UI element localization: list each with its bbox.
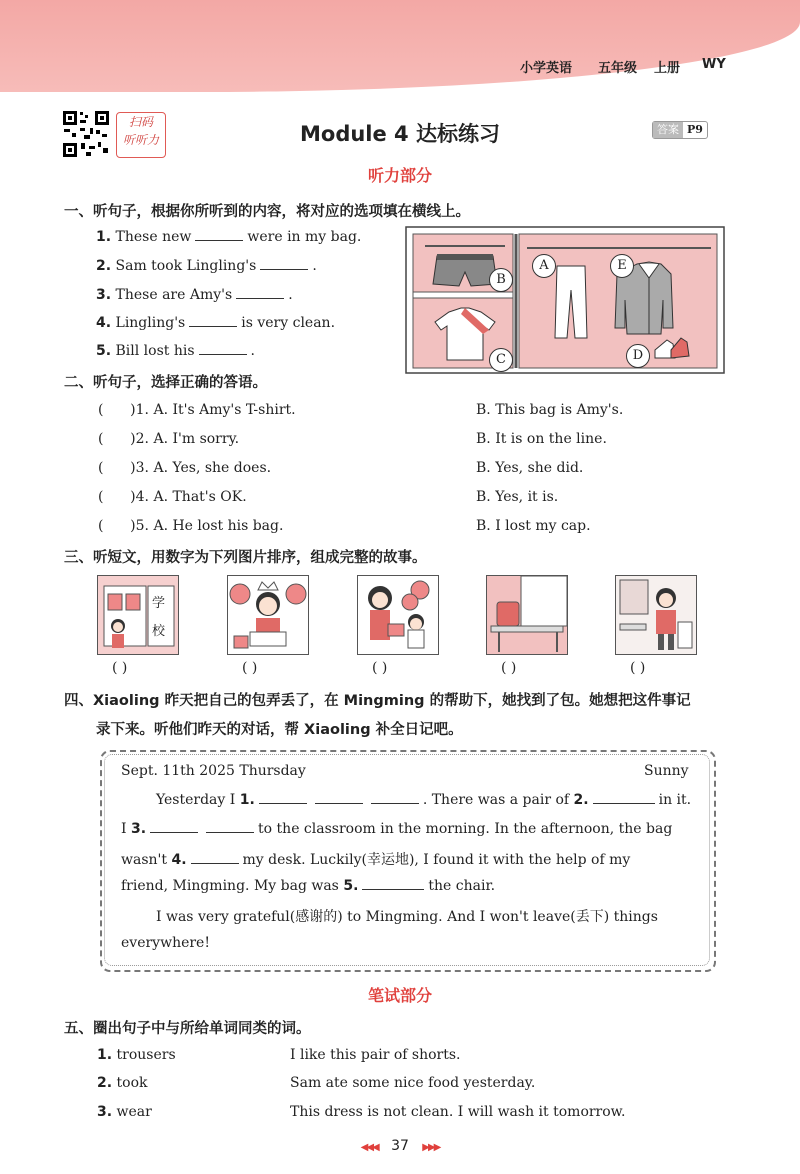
q5-num: 2. [97,1075,113,1091]
answer-paren[interactable]: ( [98,431,131,447]
q1-item-after: . [250,343,255,359]
header-grade: 五年级 [598,61,638,76]
q1-item-num: 4. [96,315,112,331]
q5-sentence[interactable]: I like this pair of shorts. [290,1047,461,1063]
answer-blank[interactable] [315,802,363,804]
q5-word: took [116,1075,148,1091]
right-arrows-icon: ▶▶▶ [422,1142,440,1153]
answer-blank[interactable] [362,888,424,890]
q1-item-num: 3. [96,287,112,303]
page-footer [0,1138,800,1154]
answer-blank[interactable] [206,831,254,833]
label-e: E [610,254,634,278]
label-d: D [626,344,650,368]
answer-tag-page: P9 [687,123,703,136]
q1-item [96,229,361,245]
q2-num: )2. [130,431,149,447]
q2-item [98,489,247,505]
q5-item [97,1047,176,1063]
diary-text: I [121,821,127,837]
answer-paren[interactable]: ( ) [372,660,388,676]
q1-item [96,343,255,359]
q1-heading: 一、听句子，根据你所听到的内容，将对应的选项填在横线上。 [64,204,470,220]
diary-text: my desk. Luckily(幸运地), I found it with the help of my [242,852,631,868]
blank-number: 1. [239,792,255,808]
diary-weather: Sunny [644,763,689,779]
answer-tag-label: 答案 [653,122,683,138]
q2-num: )3. [130,460,149,476]
left-arrows-icon: ◀◀◀ [360,1142,378,1153]
q2-item [98,460,271,476]
answer-paren[interactable]: ( ) [112,660,128,676]
story-picture-classroom [615,575,697,655]
q5-item [97,1104,152,1120]
q2-num: )5. [130,518,149,534]
story-picture-birthday [227,575,309,655]
q4-heading-line2: 录下来。听他们昨天的对话，帮 Xiaoling 补全日记吧。 [96,722,463,738]
q1-item [96,315,335,331]
q1-item-num: 2. [96,258,112,274]
q2-option-a: A. He lost his bag. [153,518,284,534]
q2-heading: 二、听句子，选择正确的答语。 [64,375,267,391]
school-sign-char: 校 [152,624,166,639]
diary-text: the chair. [428,878,496,894]
q2-option-b: B. This bag is Amy's. [476,402,624,418]
answer-blank[interactable] [593,802,655,804]
answer-blank[interactable] [191,862,239,864]
q2-option-a: A. Yes, she does. [153,460,272,476]
diary-text: Yesterday I [156,792,236,808]
diary-text: wasn't [121,852,168,868]
diary-text: friend, Mingming. My bag was [121,878,339,894]
blank-number: 5. [343,878,359,894]
answer-blank[interactable] [195,239,243,241]
answer-blank[interactable] [371,802,419,804]
answer-tag[interactable] [652,121,708,139]
q1-item [96,258,317,274]
diary-line [121,821,672,837]
q2-option-b: B. It is on the line. [476,431,607,447]
diary-text: . There was a pair of [422,792,570,808]
blank-number: 4. [171,852,187,868]
q5-num: 3. [97,1104,113,1120]
label-b: B [489,268,513,292]
blank-number: 3. [130,821,147,837]
answer-paren[interactable]: ( [98,402,131,418]
diary-line [121,849,630,869]
answer-paren[interactable]: ( ) [630,660,646,676]
q1-item-after: were in my bag. [247,229,362,245]
answer-paren[interactable]: ( ) [501,660,517,676]
answer-paren[interactable]: ( [98,489,131,505]
q1-item-before: Lingling's [115,315,186,331]
q2-option-b: B. I lost my cap. [476,518,591,534]
diary-line: I was very grateful(感谢的) to Mingming. And I won't leave(丢下) things [156,909,658,925]
answer-paren[interactable]: ( [98,460,131,476]
q2-item [98,402,296,418]
q2-option-b: B. Yes, it is. [476,489,559,505]
q2-num: )1. [130,402,149,418]
diary-line [156,792,691,808]
blank-number: 2. [573,792,589,808]
answer-blank[interactable] [150,831,198,833]
page-number: 37 [391,1138,409,1154]
q5-sentence[interactable]: Sam ate some nice food yesterday. [290,1075,536,1091]
header-subject: 小学英语 [520,61,573,76]
answer-blank[interactable] [260,268,308,270]
header-edition: WY [702,57,726,72]
section-listening-title: 听力部分 [367,166,432,185]
scan-label-line2: 听听力 [122,133,159,147]
header-banner [0,0,800,92]
story-picture-school [97,575,179,655]
q5-heading: 五、圈出句子中与所给单词同类的词。 [64,1021,311,1037]
diary-text: in it. [658,792,692,808]
q1-item-num: 5. [96,343,112,359]
header-volume: 上册 [654,61,681,76]
q2-option-a: A. It's Amy's T-shirt. [153,402,296,418]
diary-line: everywhere! [121,935,210,951]
scan-label-line1: 扫码 [128,115,153,129]
diary-date: Sept. 11th 2025 Thursday [121,763,306,779]
q1-item-after: . [312,258,317,274]
q1-item-before: These new [115,229,192,245]
q5-sentence[interactable]: This dress is not clean. I will wash it tomorrow. [290,1104,626,1120]
answer-blank[interactable] [236,297,284,299]
q2-num: )4. [130,489,149,505]
q1-item-after: is very clean. [241,315,336,331]
page-title: Module 4 达标练习 [300,122,500,146]
q1-item-before: Bill lost his [115,343,195,359]
answer-blank[interactable] [259,802,307,804]
diary-line [121,878,495,894]
q1-item-num: 1. [96,229,112,245]
q1-item-before: Sam took Lingling's [115,258,257,274]
q5-word: trousers [116,1047,176,1063]
story-picture-gift [357,575,439,655]
label-a: A [532,254,556,278]
diary-text: to the classroom in the morning. In the afternoon, the bag [258,821,673,837]
q5-word: wear [116,1104,152,1120]
wardrobe-illustration [405,226,725,374]
story-picture-bag-on-chair [486,575,568,655]
q5-num: 1. [97,1047,113,1063]
label-c: C [489,348,513,372]
q1-item-after: . [288,287,293,303]
q2-option-a: A. I'm sorry. [153,431,240,447]
section-writing-title: 笔试部分 [367,986,432,1005]
q2-option-a: A. That's OK. [153,489,247,505]
q5-item [97,1075,147,1091]
answer-paren[interactable]: ( ) [242,660,258,676]
q2-option-b: B. Yes, she did. [476,460,584,476]
q1-item-before: These are Amy's [115,287,233,303]
q3-heading: 三、听短文，用数字为下列图片排序，组成完整的故事。 [64,550,427,566]
school-sign-char: 学 [152,596,166,611]
q1-item [96,287,293,303]
answer-blank[interactable] [189,325,237,327]
answer-blank[interactable] [199,353,247,355]
q2-item [98,431,239,447]
q2-item [98,518,283,534]
q4-heading-line1: 四、Xiaoling 昨天把自己的包弄丢了，在 Mingming 的帮助下，她找到了包。她想把这件事记 [64,693,691,709]
answer-paren[interactable]: ( [98,518,131,534]
